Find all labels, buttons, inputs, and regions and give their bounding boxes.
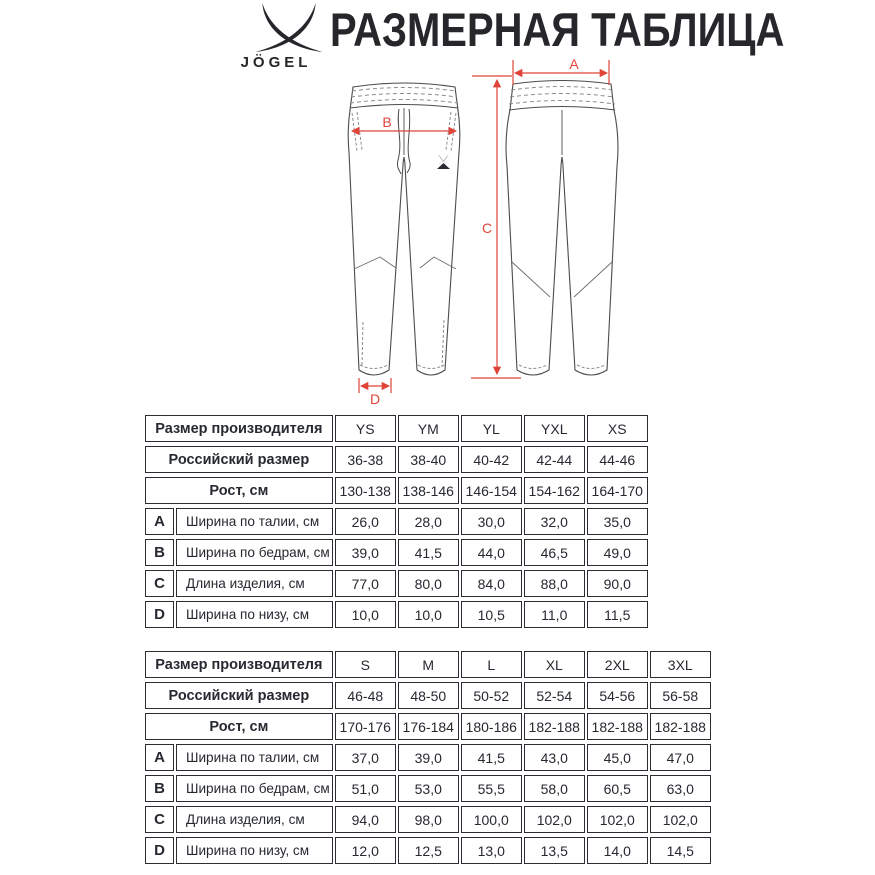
measurement-value-cell: 28,0	[398, 508, 459, 535]
dimension-b-label: B	[382, 114, 392, 130]
size-value-cell: 44-46	[587, 446, 648, 473]
size-value-cell: 182-188	[587, 713, 648, 740]
size-value-cell: 46-48	[335, 682, 396, 709]
table-header-row	[145, 713, 711, 740]
dimension-letter-cell: D	[145, 601, 174, 628]
size-value-cell: 40-42	[461, 446, 522, 473]
table-row	[145, 601, 648, 628]
table-row	[145, 775, 711, 802]
size-value-cell: 48-50	[398, 682, 459, 709]
measurement-value-cell: 51,0	[335, 775, 396, 802]
measurement-value-cell: 77,0	[335, 570, 396, 597]
dimension-letter-cell: B	[145, 539, 174, 566]
dimension-letter-cell: C	[145, 570, 174, 597]
measurement-value-cell: 94,0	[335, 806, 396, 833]
dimension-letter-cell: A	[145, 508, 174, 535]
measurement-value-cell: 39,0	[335, 539, 396, 566]
measurement-value-cell: 13,0	[461, 837, 522, 864]
measurement-value-cell: 11,0	[524, 601, 585, 628]
dimension-letter-cell: A	[145, 744, 174, 771]
size-value-cell: XS	[587, 415, 648, 442]
table-row	[145, 806, 711, 833]
size-value-cell: 164-170	[587, 477, 648, 504]
measurement-value-cell: 32,0	[524, 508, 585, 535]
measurement-value-cell: 80,0	[398, 570, 459, 597]
table-header-row	[145, 415, 648, 442]
pants-diagram	[340, 55, 652, 411]
measurement-label-cell: Ширина по талии, см	[176, 508, 333, 535]
size-value-cell: 56-58	[650, 682, 711, 709]
table-header-row	[145, 446, 648, 473]
measurement-value-cell: 102,0	[587, 806, 648, 833]
table-row	[145, 570, 648, 597]
measurement-value-cell: 10,0	[398, 601, 459, 628]
measurement-value-cell: 98,0	[398, 806, 459, 833]
size-value-cell: 3XL	[650, 651, 711, 678]
size-value-cell: 182-188	[524, 713, 585, 740]
measurement-value-cell: 43,0	[524, 744, 585, 771]
measurement-value-cell: 47,0	[650, 744, 711, 771]
measurement-value-cell: 10,0	[335, 601, 396, 628]
size-value-cell: 180-186	[461, 713, 522, 740]
pants-back-drawing	[506, 81, 618, 376]
measurement-value-cell: 44,0	[461, 539, 522, 566]
measurement-value-cell: 39,0	[398, 744, 459, 771]
size-value-cell: XL	[524, 651, 585, 678]
measurement-value-cell: 49,0	[587, 539, 648, 566]
jogel-wordmark: JÖGEL	[240, 54, 312, 71]
measurement-value-cell: 45,0	[587, 744, 648, 771]
measurement-value-cell: 14,0	[587, 837, 648, 864]
measurement-value-cell: 58,0	[524, 775, 585, 802]
measurement-value-cell: 55,5	[461, 775, 522, 802]
measurement-label-cell: Длина изделия, см	[176, 806, 333, 833]
size-value-cell: 54-56	[587, 682, 648, 709]
size-value-cell: 176-184	[398, 713, 459, 740]
size-table-youth	[143, 411, 650, 632]
dimension-letter-cell: C	[145, 806, 174, 833]
measurement-value-cell: 102,0	[650, 806, 711, 833]
measurement-value-cell: 14,5	[650, 837, 711, 864]
measurement-label-cell: Ширина по бедрам, см	[176, 539, 333, 566]
row-label-cell: Размер производителя	[145, 415, 333, 442]
measurement-value-cell: 11,5	[587, 601, 648, 628]
measurement-value-cell: 10,5	[461, 601, 522, 628]
measurement-value-cell: 60,5	[587, 775, 648, 802]
size-value-cell: 36-38	[335, 446, 396, 473]
measurement-value-cell: 53,0	[398, 775, 459, 802]
dimension-c-label: C	[481, 220, 493, 236]
dimension-a-label: A	[569, 56, 579, 72]
size-value-cell: 2XL	[587, 651, 648, 678]
size-value-cell: YL	[461, 415, 522, 442]
table-row	[145, 744, 711, 771]
dimension-d-label: D	[369, 391, 381, 407]
measurement-label-cell: Ширина по талии, см	[176, 744, 333, 771]
measurement-value-cell: 35,0	[587, 508, 648, 535]
dimension-letter-cell: B	[145, 775, 174, 802]
row-label-cell: Рост, см	[145, 713, 333, 740]
measurement-value-cell: 102,0	[524, 806, 585, 833]
measurement-value-cell: 41,5	[398, 539, 459, 566]
size-value-cell: 154-162	[524, 477, 585, 504]
size-value-cell: YXL	[524, 415, 585, 442]
measurement-value-cell: 12,0	[335, 837, 396, 864]
size-value-cell: YS	[335, 415, 396, 442]
dimension-letter-cell: D	[145, 837, 174, 864]
measurement-label-cell: Ширина по низу, см	[176, 837, 333, 864]
measurement-value-cell: 26,0	[335, 508, 396, 535]
row-label-cell: Российский размер	[145, 682, 333, 709]
table-header-row	[145, 651, 711, 678]
measurement-value-cell: 100,0	[461, 806, 522, 833]
measurement-label-cell: Длина изделия, см	[176, 570, 333, 597]
size-value-cell: S	[335, 651, 396, 678]
pants-front-drawing	[348, 83, 460, 375]
measurement-value-cell: 30,0	[461, 508, 522, 535]
measurement-value-cell: 46,5	[524, 539, 585, 566]
row-label-cell: Российский размер	[145, 446, 333, 473]
row-label-cell: Рост, см	[145, 477, 333, 504]
measurement-value-cell: 12,5	[398, 837, 459, 864]
size-value-cell: 42-44	[524, 446, 585, 473]
size-value-cell: 146-154	[461, 477, 522, 504]
measurement-value-cell: 41,5	[461, 744, 522, 771]
row-label-cell: Размер производителя	[145, 651, 333, 678]
table-header-row	[145, 682, 711, 709]
size-value-cell: 52-54	[524, 682, 585, 709]
page-title: РАЗМЕРНАЯ ТАБЛИЦА	[330, 3, 785, 56]
measurement-value-cell: 84,0	[461, 570, 522, 597]
table-row	[145, 508, 648, 535]
size-value-cell: L	[461, 651, 522, 678]
measurement-value-cell: 37,0	[335, 744, 396, 771]
size-value-cell: YM	[398, 415, 459, 442]
table-row	[145, 539, 648, 566]
size-value-cell: 50-52	[461, 682, 522, 709]
size-value-cell: 130-138	[335, 477, 396, 504]
measurement-value-cell: 90,0	[587, 570, 648, 597]
size-value-cell: 170-176	[335, 713, 396, 740]
size-table-adult	[143, 647, 713, 868]
size-value-cell: M	[398, 651, 459, 678]
size-value-cell: 182-188	[650, 713, 711, 740]
size-value-cell: 138-146	[398, 477, 459, 504]
measurement-label-cell: Ширина по низу, см	[176, 601, 333, 628]
measurement-value-cell: 63,0	[650, 775, 711, 802]
measurement-label-cell: Ширина по бедрам, см	[176, 775, 333, 802]
table-row	[145, 837, 711, 864]
jogel-logo-mark	[246, 2, 332, 54]
table-header-row	[145, 477, 648, 504]
measurement-value-cell: 13,5	[524, 837, 585, 864]
size-value-cell: 38-40	[398, 446, 459, 473]
measurement-value-cell: 88,0	[524, 570, 585, 597]
